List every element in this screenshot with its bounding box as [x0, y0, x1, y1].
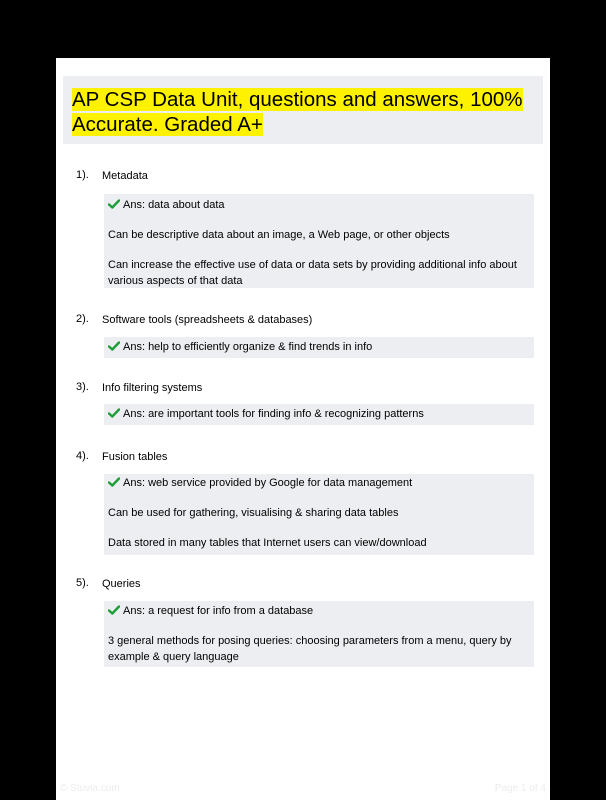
answer-note: Can increase the effective use of data or data sets by providing additional info about various aspects of that data — [108, 259, 517, 287]
answer-line — [108, 406, 528, 422]
answer-box — [104, 404, 534, 425]
answer-box — [104, 601, 534, 667]
check-icon — [108, 408, 120, 418]
answer-line — [108, 603, 528, 619]
answer-note: 3 general methods for posing queries: choosing parameters from a menu, query by example & query language — [108, 635, 512, 663]
answer-text: Ans: a request for info from a database — [123, 605, 314, 617]
answer-line — [108, 197, 528, 213]
answer-box — [104, 337, 534, 358]
answer-text: Ans: web service provided by Google for data management — [123, 477, 413, 489]
answer-text: Ans: data about data — [123, 199, 225, 211]
question-text: Software tools (spreadsheets & databases) — [102, 314, 313, 326]
document-page — [56, 58, 550, 800]
answer-note: Can be used for gathering, visualising & sharing data tables — [108, 507, 399, 519]
page-title: AP CSP Data Unit, questions and answers, 100% Accurate. Graded A+ — [72, 88, 523, 136]
question-text: Queries — [102, 578, 141, 590]
check-icon — [108, 605, 120, 615]
question-text: Info filtering systems — [102, 382, 203, 394]
answer-line — [108, 339, 528, 355]
answer-note: Data stored in many tables that Internet users can view/download — [108, 537, 427, 549]
question-number: 4). — [76, 450, 89, 462]
check-icon — [108, 477, 120, 487]
question-text: Metadata — [102, 170, 148, 182]
footer-watermark: © Stuvia.com — [60, 783, 120, 794]
answer-line — [108, 475, 528, 491]
title-banner — [63, 76, 543, 144]
answer-text: Ans: are important tools for finding info & recognizing patterns — [123, 408, 424, 420]
question-number: 2). — [76, 313, 89, 325]
check-icon — [108, 341, 120, 351]
check-icon — [108, 199, 120, 209]
page-number: Page 1 of 4 — [494, 783, 546, 794]
answer-box — [104, 474, 534, 555]
question-number: 5). — [76, 577, 89, 589]
answer-box — [104, 194, 534, 288]
question-number: 3). — [76, 381, 89, 393]
question-number: 1). — [76, 169, 89, 181]
answer-text: Ans: help to efficiently organize & find trends in info — [123, 341, 373, 353]
answer-note: Can be descriptive data about an image, a Web page, or other objects — [108, 229, 450, 241]
question-text: Fusion tables — [102, 451, 168, 463]
